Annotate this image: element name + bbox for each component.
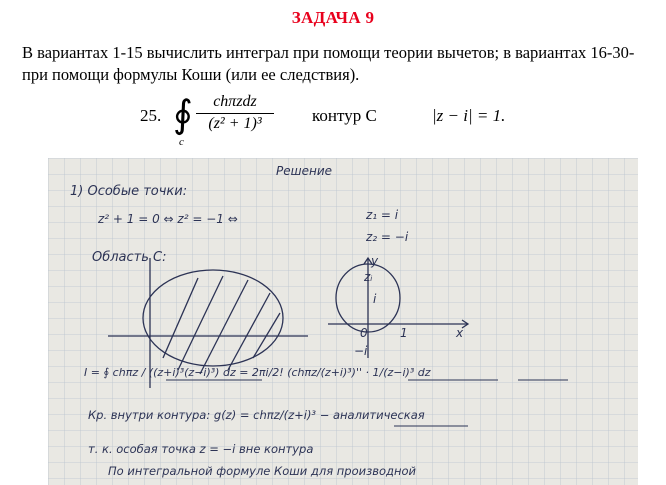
contour-subscript: c	[179, 136, 184, 148]
axis-i-label: i	[373, 292, 377, 306]
outside-note: т. к. особая точка z = −i вне контура	[88, 442, 314, 456]
cauchy-note: По интегральной формуле Коши для производной	[108, 464, 417, 478]
axis-y-label: y	[371, 254, 379, 268]
analytic-note: Кр. внутри контура: g(z) = chπz/(z+i)³ − аналитическая	[88, 408, 425, 422]
root-1: z₁ = i	[366, 208, 399, 222]
integrand-fraction	[196, 92, 274, 134]
contour-condition: |z − i| = 1.	[432, 106, 506, 125]
integrand-denominator: (z² + 1)³	[208, 115, 262, 132]
axis-1-label: 1	[400, 326, 408, 340]
root-2: z₂ = −i	[366, 230, 409, 244]
step-singular-points: 1) Особые точки:	[70, 184, 188, 199]
handwritten-solution-photo	[48, 158, 638, 485]
integral-computation: I = ∮ chπz / ((z+i)³(z−i)³) dz = 2πi/2! (chπz/(z+i)³)'' · 1/(z−i)³ dz	[84, 366, 431, 379]
solution-heading: Решение	[276, 164, 333, 178]
task-formula	[140, 92, 560, 150]
task-title: ЗАДАЧА 9	[291, 8, 375, 27]
contour-integral-symbol: ∮	[173, 92, 193, 136]
region-label: Область С:	[92, 250, 167, 265]
axis-zi-label: zᵢ	[364, 270, 373, 284]
axis-minus-i-label: −i	[354, 344, 368, 358]
axis-0-label: 0	[360, 326, 368, 340]
integrand-numerator: chπzdz	[196, 92, 274, 114]
task-number: 25.	[140, 106, 162, 125]
problem-statement: В вариантах 1-15 вычислить интеграл при помощи теории вычетов; в вариантах 16-30- при помощи формулы Коши (или ее следствия).	[22, 43, 635, 84]
notebook-grid	[48, 158, 638, 485]
contour-label: контур C	[312, 106, 377, 125]
step-equation: z² + 1 = 0 ⇔ z² = −1 ⇔	[98, 212, 238, 226]
axis-x-label: x	[456, 326, 464, 340]
